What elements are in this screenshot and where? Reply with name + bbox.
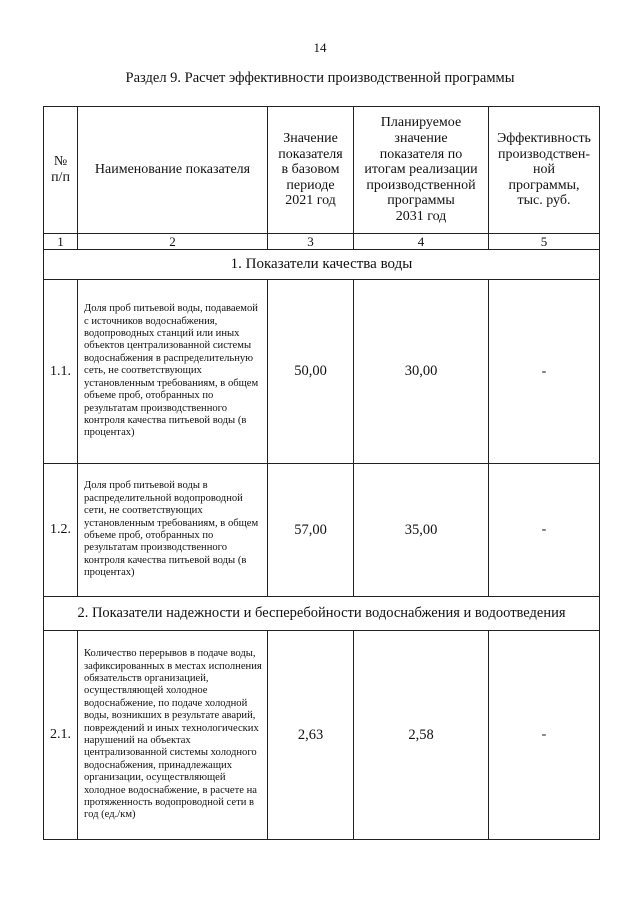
table-row [44, 631, 600, 840]
table-row [44, 280, 600, 464]
table-header-row [44, 107, 600, 234]
row-planned-value: 30,00 [354, 280, 489, 464]
row-planned-value: 2,58 [354, 631, 489, 840]
column-number: 4 [354, 234, 489, 250]
efficiency-table [43, 106, 600, 840]
group-title: 2. Показатели надежности и бесперебойности водоснабжения и водоотведения [44, 597, 600, 631]
row-indicator-name: Количество перерывов в подаче воды, зафиксированных в местах исполнения обязательств организацией, осуществляющей холодное водоснабжение, по подаче холодной воды, возникших в результате аварий, повреждений и иных технологических нарушений на объектах централизованной системы холодного водоснабжения, принадлежащих организации, осуществляющей холодное водоснабжение, в расчете на протяженность водопроводной сети в год (ед./км) [78, 631, 268, 840]
page-number: 14 [313, 40, 327, 55]
column-number: 5 [489, 234, 600, 250]
group-header-row [44, 597, 600, 631]
row-planned-value: 35,00 [354, 464, 489, 597]
header-cell-index: № п/п [44, 107, 78, 234]
group-title: 1. Показатели качества воды [44, 250, 600, 280]
row-efficiency: - [489, 631, 600, 840]
column-number: 1 [44, 234, 78, 250]
column-number: 2 [78, 234, 268, 250]
group-header-row [44, 250, 600, 280]
row-indicator-name: Доля проб питьевой воды, подаваемой с источников водоснабжения, водопроводных станций или иных объектов централизованной системы водоснабжения в распределительную сеть, не соответствующих установленным требованиям, в общем объеме проб, отобранных по результатам производственного контроля качества питьевой воды (в процентах) [78, 280, 268, 464]
header-cell-name: Наименование показателя [78, 107, 268, 234]
row-efficiency: - [489, 464, 600, 597]
row-indicator-name: Доля проб питьевой воды в распределительной водопроводной сети, не соответствующих установленным требованиям, в общем объеме проб, отобранных по результатам производственного контроля качества питьевой воды (в процентах) [78, 464, 268, 597]
table-row [44, 464, 600, 597]
row-index: 2.1. [44, 631, 78, 840]
header-cell-base-value: Значение показателя в базовом периоде 2021 год [268, 107, 354, 234]
section-title: Раздел 9. Расчет эффективности производственной программы [125, 70, 515, 86]
column-number-row [44, 234, 600, 250]
row-index: 1.2. [44, 464, 78, 597]
row-index: 1.1. [44, 280, 78, 464]
row-base-value: 2,63 [268, 631, 354, 840]
header-cell-efficiency: Эффективность производствен- ной программы, тыс. руб. [489, 107, 600, 234]
row-base-value: 50,00 [268, 280, 354, 464]
row-efficiency: - [489, 280, 600, 464]
row-base-value: 57,00 [268, 464, 354, 597]
header-cell-planned-value: Планируемое значение показателя по итогам реализации производственной программы 2031 год [354, 107, 489, 234]
column-number: 3 [268, 234, 354, 250]
